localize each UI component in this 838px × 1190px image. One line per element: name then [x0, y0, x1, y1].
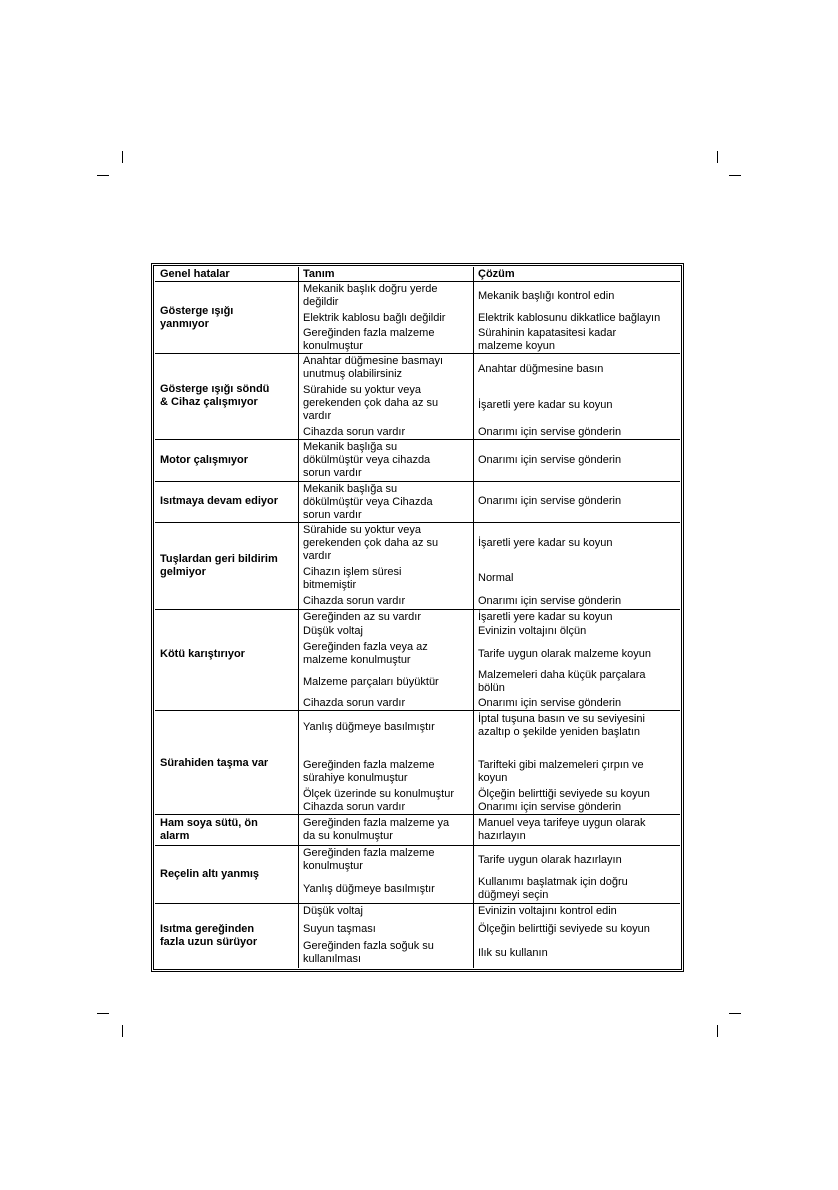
description-cell: Cihazın işlem süresi bitmemiştir: [303, 566, 402, 591]
section-divider: [155, 903, 680, 904]
description-cell: Yanlış düğmeye basılmıştır: [303, 883, 435, 895]
section-divider: [155, 439, 680, 440]
crop-mark: [729, 175, 741, 176]
solution-cell: Ölçeğin belirttiği seviyede su koyun: [478, 923, 650, 935]
description-cell: Cihazda sorun vardır: [303, 426, 406, 438]
solution-cell: Tarife uygun olarak malzeme koyun: [478, 648, 652, 660]
crop-mark: [122, 1025, 123, 1037]
section-divider: [155, 845, 680, 846]
category-label: Isıtmaya devam ediyor: [160, 495, 279, 507]
section-divider: [155, 710, 680, 711]
description-cell: Suyun taşması: [303, 923, 376, 935]
section-divider: [155, 481, 680, 482]
category-label: Reçelin altı yanmış: [160, 868, 260, 880]
description-cell: Gereğinden fazla veya az malzeme konulmuştur: [303, 641, 428, 666]
description-cell: Mekanik başlık doğru yerde değildir: [303, 283, 438, 308]
crop-mark: [717, 1025, 718, 1037]
description-cell: Gereğinden fazla malzeme konulmuştur: [303, 847, 435, 872]
solution-cell: İşaretli yere kadar su koyun: [478, 399, 613, 411]
column-divider: [298, 267, 299, 968]
crop-mark: [97, 1013, 109, 1014]
header-divider: [155, 281, 680, 282]
section-divider: [155, 609, 680, 610]
solution-cell: İptal tuşuna basın ve su seviyesini azaltıp o şekilde yeniden başlatın: [478, 713, 645, 738]
solution-cell: Onarımı için servise gönderin: [478, 697, 622, 709]
solution-cell: Onarımı için servise gönderin: [478, 454, 622, 466]
description-cell: Cihazda sorun vardır: [303, 697, 406, 709]
solution-cell: İşaretli yere kadar su koyun: [478, 611, 613, 623]
category-label: Gösterge ışığı söndü & Cihaz çalışmıyor: [160, 383, 270, 408]
category-label: Kötü karıştırıyor: [160, 648, 245, 660]
solution-cell: Tarifteki gibi malzemeleri çırpın ve koyun: [478, 759, 644, 784]
category-label: Sürahiden taşma var: [160, 757, 269, 769]
solution-cell: Anahtar düğmesine basın: [478, 363, 604, 375]
description-cell: Gereğinden fazla soğuk su kullanılması: [303, 940, 434, 965]
description-cell: Düşük voltaj: [303, 905, 363, 917]
category-label: Isıtma gereğinden fazla uzun sürüyor: [160, 923, 258, 948]
troubleshooting-table: [151, 263, 684, 972]
solution-cell: Ilık su kullanın: [478, 947, 548, 959]
solution-cell: İşaretli yere kadar su koyun: [478, 537, 613, 549]
description-cell: Sürahide su yoktur veya gerekenden çok daha az su vardır: [303, 384, 439, 422]
solution-cell: Manuel veya tarifeye uygun olarak hazırlayın: [478, 817, 646, 842]
category-label: Gösterge ışığı yanmıyor: [160, 305, 234, 330]
section-divider: [155, 522, 680, 523]
crop-mark: [122, 151, 123, 163]
column-divider: [473, 267, 474, 968]
solution-cell: Evinizin voltajını kontrol edin: [478, 905, 617, 917]
solution-cell: Sürahinin kapatasitesi kadar malzeme koyun: [478, 327, 617, 352]
solution-cell: Mekanik başlığı kontrol edin: [478, 290, 615, 302]
solution-cell: Tarife uygun olarak hazırlayın: [478, 854, 622, 866]
table-body: [155, 267, 680, 968]
crop-mark: [729, 1013, 741, 1014]
crop-mark: [717, 151, 718, 163]
solution-cell: Onarımı için servise gönderin: [478, 426, 622, 438]
description-cell: Cihazda sorun vardır: [303, 595, 406, 607]
solution-cell: Onarımı için servise gönderin: [478, 801, 622, 813]
header-tanim: Tanım: [303, 268, 335, 280]
description-cell: Gereğinden fazla malzeme ya da su konulmuştur: [303, 817, 450, 842]
description-cell: Mekanik başlığa su dökülmüştür veya cihazda sorun vardır: [303, 441, 431, 479]
description-cell: Malzeme parçaları büyüktür: [303, 676, 439, 688]
header-genel-hatalar: Genel hatalar: [160, 268, 230, 280]
solution-cell: Elektrik kablosunu dikkatlice bağlayın: [478, 312, 661, 324]
solution-cell: Onarımı için servise gönderin: [478, 595, 622, 607]
description-cell: Gereğinden fazla malzeme konulmuştur: [303, 327, 435, 352]
section-divider: [155, 814, 680, 815]
solution-cell: Kullanımı başlatmak için doğru düğmeyi seçin: [478, 876, 628, 901]
category-label: Ham soya sütü, ön alarm: [160, 817, 258, 842]
description-cell: Düşük voltaj: [303, 625, 363, 637]
solution-cell: Evinizin voltajını ölçün: [478, 625, 587, 637]
category-label: Tuşlardan geri bildirim gelmiyor: [160, 553, 278, 578]
description-cell: Elektrik kablosu bağlı değildir: [303, 312, 446, 324]
description-cell: Gereğinden fazla malzeme sürahiye konulmuştur: [303, 759, 435, 784]
description-cell: Cihazda sorun vardır: [303, 801, 406, 813]
description-cell: Ölçek üzerinde su konulmuştur: [303, 788, 455, 800]
solution-cell: Onarımı için servise gönderin: [478, 495, 622, 507]
description-cell: Gereğinden az su vardır: [303, 611, 422, 623]
description-cell: Anahtar düğmesine basmayı unutmuş olabilirsiniz: [303, 355, 444, 380]
solution-cell: Malzemeleri daha küçük parçalara bölün: [478, 669, 646, 694]
category-label: Motor çalışmıyor: [160, 454, 249, 466]
description-cell: Yanlış düğmeye basılmıştır: [303, 721, 435, 733]
section-divider: [155, 353, 680, 354]
crop-mark: [97, 175, 109, 176]
description-cell: Sürahide su yoktur veya gerekenden çok daha az su vardır: [303, 524, 439, 562]
header-cozum: Çözüm: [478, 268, 515, 280]
solution-cell: Normal: [478, 572, 514, 584]
description-cell: Mekanik başlığa su dökülmüştür veya Cihazda sorun vardır: [303, 483, 433, 521]
solution-cell: Ölçeğin belirttiği seviyede su koyun: [478, 788, 650, 800]
